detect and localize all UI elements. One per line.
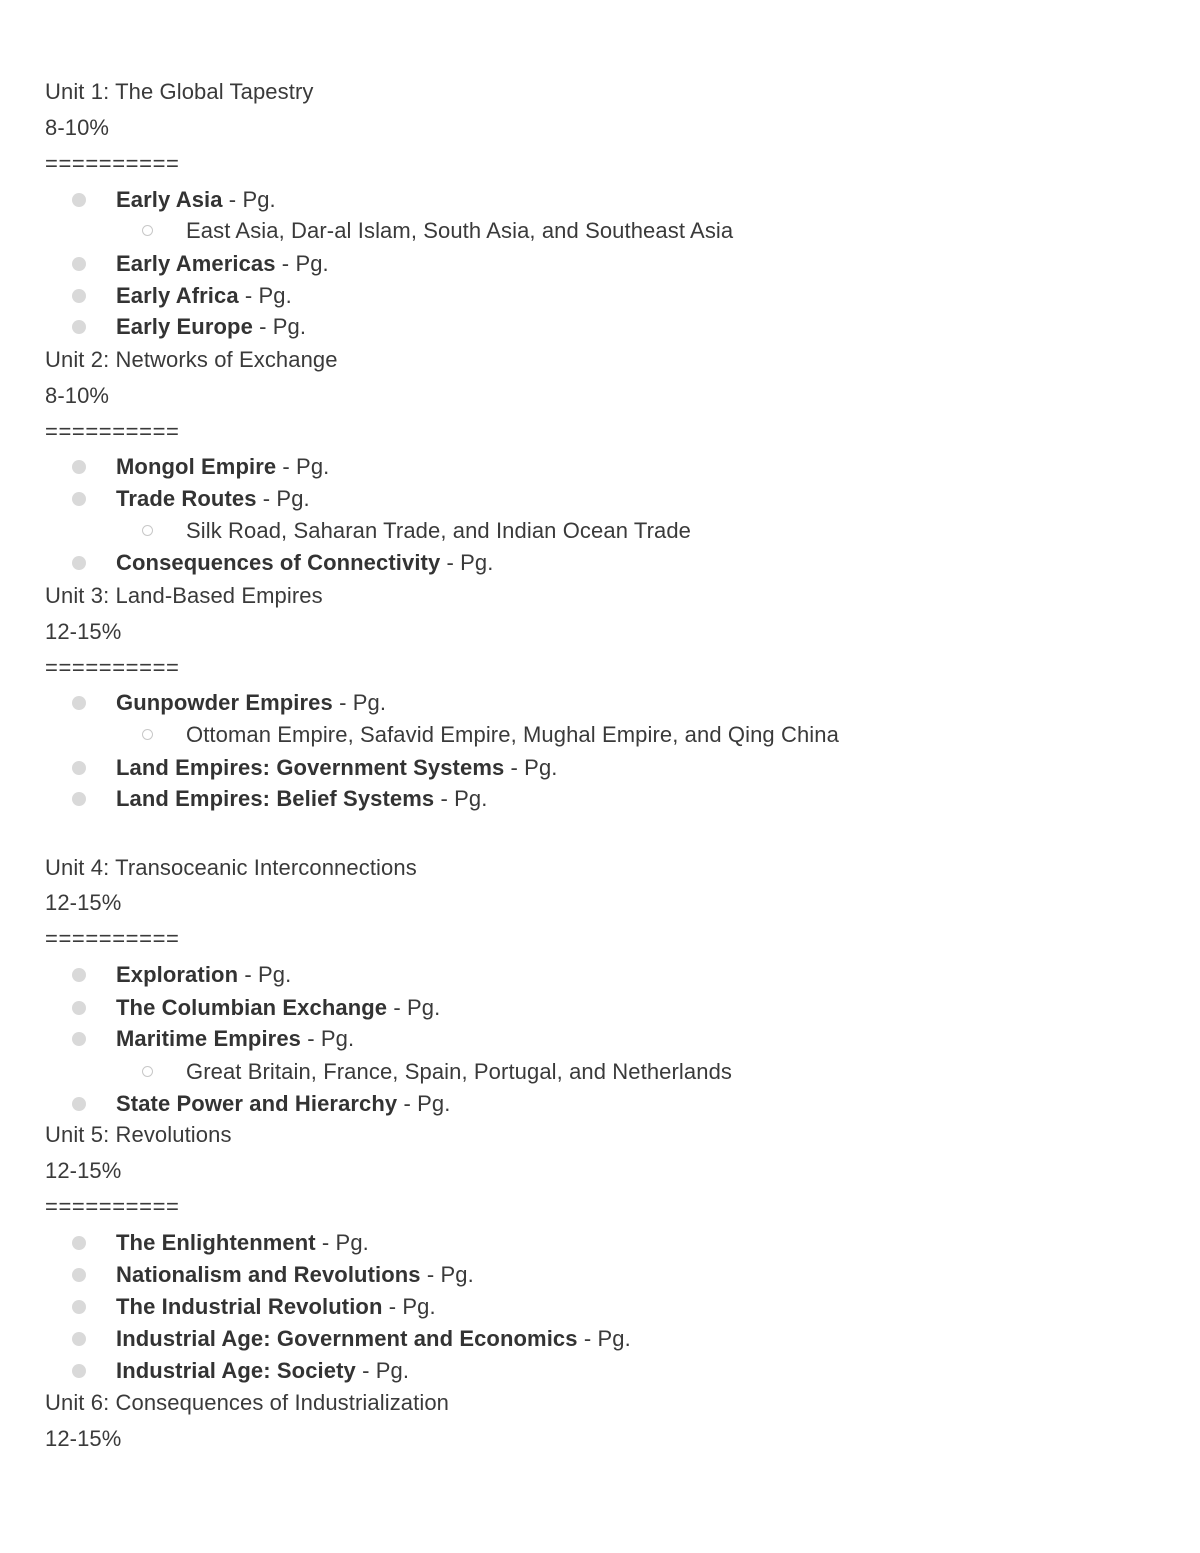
- topic-list-item: [0, 783, 1200, 815]
- topic-text: [116, 248, 329, 280]
- topic-name: The Industrial Revolution: [116, 1294, 383, 1319]
- topic-page-ref: - Pg.: [315, 1230, 369, 1255]
- topic-page-ref: - Pg.: [222, 187, 276, 212]
- topic-page-ref: - Pg.: [256, 486, 310, 511]
- topic-list-item: [0, 1323, 1200, 1355]
- topic-page-ref: - Pg.: [355, 1358, 410, 1383]
- topic-page-ref: - Pg.: [238, 962, 292, 987]
- bullet-disc-icon: [72, 968, 86, 982]
- subtopic-text: East Asia, Dar-al Islam, South Asia, and Southeast Asia: [186, 218, 734, 243]
- unit-title: Unit 4: Transoceanic Interconnections: [45, 855, 417, 880]
- topic-list-item: [0, 687, 1200, 719]
- topic-name: Mongol Empire: [116, 454, 277, 479]
- bullet-disc-icon: [72, 556, 86, 570]
- unit-weight-percent: 12-15%: [45, 1426, 122, 1451]
- topic-list-item: [0, 1259, 1200, 1291]
- topic-name: Early Americas: [116, 251, 276, 276]
- topic-page-ref: - Pg.: [420, 1262, 474, 1287]
- topic-name: Land Empires: Belief Systems: [116, 786, 435, 811]
- bullet-disc-icon: [72, 320, 86, 334]
- topic-list-item: [0, 483, 1200, 515]
- unit-separator: ==========: [45, 926, 180, 951]
- bullet-circle-icon: [142, 525, 153, 536]
- subtopic-list-item: [0, 515, 1200, 547]
- topic-text: [116, 1355, 409, 1387]
- topic-name: Land Empires: Government Systems: [116, 755, 505, 780]
- subtopic-text: Silk Road, Saharan Trade, and Indian Ocean Trade: [186, 518, 692, 543]
- topic-list-item: [0, 992, 1200, 1024]
- unit-title: Unit 6: Consequences of Industrialization: [45, 1390, 449, 1415]
- topic-text: [116, 752, 558, 784]
- unit-title: Unit 2: Networks of Exchange: [45, 347, 338, 372]
- topic-name: Early Africa: [116, 283, 239, 308]
- topic-page-ref: - Pg.: [332, 690, 387, 715]
- subtopic-list-item: [0, 215, 1200, 247]
- topic-page-ref: - Pg.: [387, 995, 441, 1020]
- bullet-circle-icon: [142, 225, 153, 236]
- unit-weight-percent: 12-15%: [45, 619, 122, 644]
- unit-title: Unit 1: The Global Tapestry: [45, 79, 314, 104]
- topic-page-ref: - Pg.: [382, 1294, 436, 1319]
- bullet-disc-icon: [72, 1236, 86, 1250]
- topic-text: [116, 1259, 474, 1291]
- topic-name: Industrial Age: Government and Economics: [116, 1326, 578, 1351]
- topic-name: Exploration: [116, 962, 239, 987]
- topic-text: [116, 280, 292, 312]
- topic-list-item: [0, 1291, 1200, 1323]
- topic-text: [116, 451, 329, 483]
- unit-separator: ==========: [45, 419, 180, 444]
- unit-title: Unit 3: Land-Based Empires: [45, 583, 323, 608]
- bullet-disc-icon: [72, 792, 86, 806]
- topic-text: [116, 311, 306, 343]
- topic-page-ref: - Pg.: [301, 1026, 355, 1051]
- topic-name: Early Asia: [116, 187, 223, 212]
- topic-text: [116, 1023, 354, 1055]
- topic-page-ref: - Pg.: [434, 786, 488, 811]
- unit-separator: ==========: [45, 655, 180, 680]
- topic-list-item: [0, 311, 1200, 343]
- bullet-disc-icon: [72, 1032, 86, 1046]
- topic-list-item: [0, 451, 1200, 483]
- bullet-disc-icon: [72, 1097, 86, 1111]
- topic-list-item: [0, 280, 1200, 312]
- topic-page-ref: - Pg.: [440, 550, 494, 575]
- topic-text: [116, 1227, 369, 1259]
- topic-text: [116, 959, 291, 991]
- topic-name: The Enlightenment: [116, 1230, 316, 1255]
- topic-list-item: [0, 184, 1200, 216]
- bullet-disc-icon: [72, 1300, 86, 1314]
- bullet-circle-icon: [142, 1066, 153, 1077]
- topic-name: Nationalism and Revolutions: [116, 1262, 421, 1287]
- topic-text: [116, 992, 440, 1024]
- topic-page-ref: - Pg.: [275, 251, 329, 276]
- topic-text: [116, 687, 386, 719]
- unit-separator: ==========: [45, 1194, 180, 1219]
- topic-name: State Power and Hierarchy: [116, 1091, 398, 1116]
- subtopic-text: Ottoman Empire, Safavid Empire, Mughal Empire, and Qing China: [186, 722, 839, 747]
- topic-text: [116, 1088, 450, 1120]
- topic-list-item: [0, 547, 1200, 579]
- topic-list-item: [0, 1227, 1200, 1259]
- unit-separator: ==========: [45, 151, 180, 176]
- unit-weight-percent: 8-10%: [45, 115, 110, 140]
- topic-page-ref: - Pg.: [252, 314, 307, 339]
- bullet-disc-icon: [72, 1268, 86, 1282]
- topic-name: Trade Routes: [116, 486, 257, 511]
- bullet-disc-icon: [72, 257, 86, 271]
- topic-text: [116, 783, 487, 815]
- topic-text: [116, 1323, 631, 1355]
- topic-page-ref: - Pg.: [397, 1091, 451, 1116]
- topic-name: Early Europe: [116, 314, 253, 339]
- topic-text: [116, 1291, 436, 1323]
- topic-page-ref: - Pg.: [577, 1326, 631, 1351]
- subtopic-list-item: [0, 719, 1200, 751]
- topic-name: Industrial Age: Society: [116, 1358, 356, 1383]
- topic-name: The Columbian Exchange: [116, 995, 388, 1020]
- topic-name: Gunpowder Empires: [116, 690, 333, 715]
- topic-list-item: [0, 1023, 1200, 1055]
- subtopic-list-item: [0, 1056, 1200, 1088]
- bullet-disc-icon: [72, 696, 86, 710]
- topic-name: Maritime Empires: [116, 1026, 302, 1051]
- bullet-disc-icon: [72, 1332, 86, 1346]
- unit-weight-percent: 12-15%: [45, 1158, 122, 1183]
- topic-page-ref: - Pg.: [504, 755, 558, 780]
- unit-weight-percent: 12-15%: [45, 890, 122, 915]
- bullet-disc-icon: [72, 761, 86, 775]
- bullet-circle-icon: [142, 729, 153, 740]
- bullet-disc-icon: [72, 1364, 86, 1378]
- bullet-disc-icon: [72, 193, 86, 207]
- topic-page-ref: - Pg.: [276, 454, 330, 479]
- bullet-disc-icon: [72, 289, 86, 303]
- bullet-disc-icon: [72, 492, 86, 506]
- unit-weight-percent: 8-10%: [45, 383, 110, 408]
- unit-title: Unit 5: Revolutions: [45, 1122, 232, 1147]
- bullet-disc-icon: [72, 460, 86, 474]
- topic-text: [116, 184, 276, 216]
- topic-list-item: [0, 959, 1200, 991]
- topic-text: [116, 483, 310, 515]
- topic-name: Consequences of Connectivity: [116, 550, 441, 575]
- topic-list-item: [0, 1088, 1200, 1120]
- bullet-disc-icon: [72, 1001, 86, 1015]
- topic-page-ref: - Pg.: [238, 283, 292, 308]
- topic-list-item: [0, 752, 1200, 784]
- subtopic-text: Great Britain, France, Spain, Portugal, and Netherlands: [186, 1059, 733, 1084]
- topic-text: [116, 547, 494, 579]
- topic-list-item: [0, 248, 1200, 280]
- topic-list-item: [0, 1355, 1200, 1387]
